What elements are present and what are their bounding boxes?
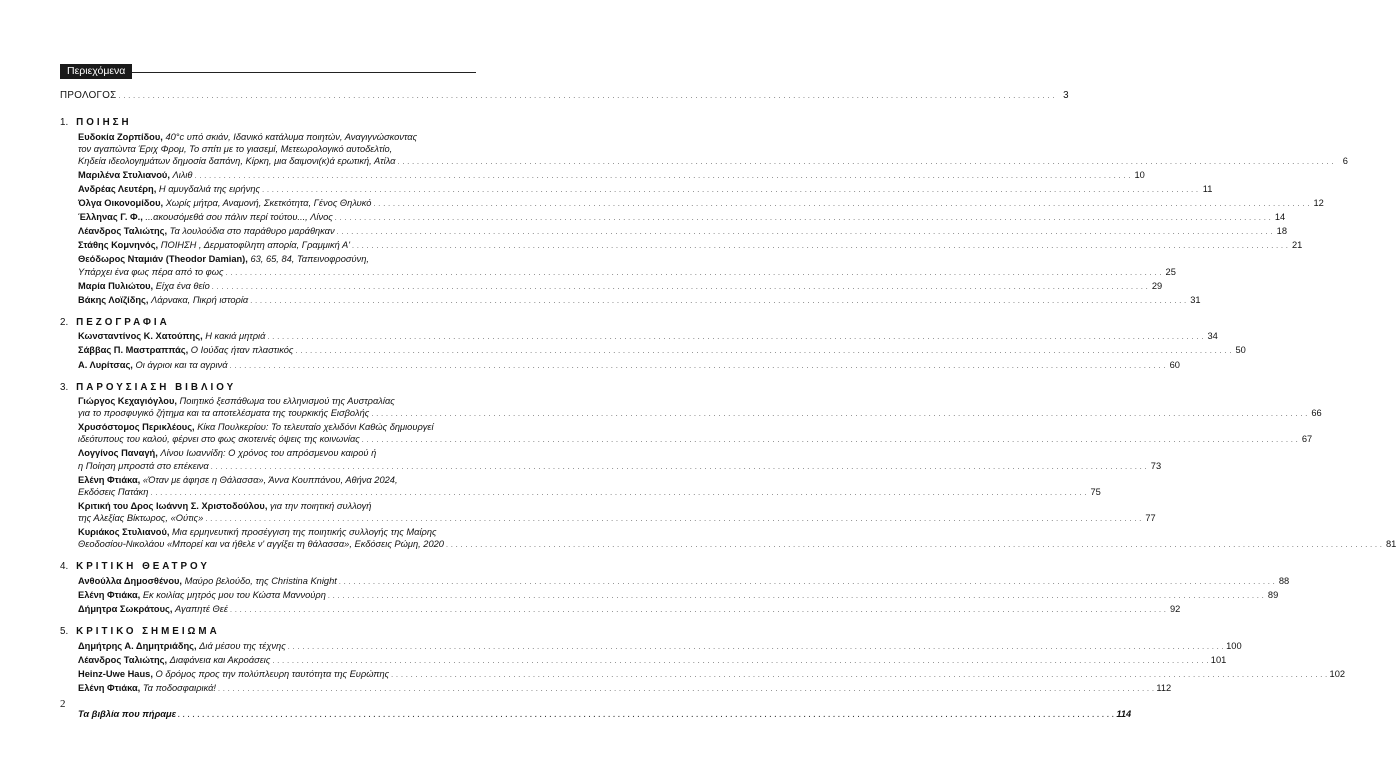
page-ref: 12 — [1313, 198, 1324, 209]
page-ref: 73 — [1150, 460, 1162, 471]
toc-entry[interactable] — [78, 359, 1180, 373]
entry-text — [78, 538, 444, 550]
toc-entry[interactable] — [78, 280, 1163, 294]
entry-title: Ποιητικό ξεσπάθωμα του ελληνισμού της Αυστραλίας — [179, 396, 395, 407]
dot-leader — [267, 330, 1203, 344]
entry-title: Υπάρχει ένα φως πέρα από το φως — [78, 266, 224, 277]
toc-entry[interactable] — [78, 131, 1348, 169]
entry-author: Ευδοκία Ζορπίδου, — [78, 131, 163, 142]
entry-author: Κωνσταντίνος Κ. Χατούπης, — [78, 331, 203, 342]
entry-title: για την ποιητική συλλογή — [270, 500, 372, 511]
entry-text — [78, 197, 371, 209]
entry-text — [78, 460, 209, 472]
entry-title: Εκδόσεις Πατάκη — [78, 486, 149, 497]
toc-entry[interactable] — [78, 589, 1279, 603]
entry-title: ΠΟΙΗΣΗ , Δερματοφίλητη απορία, Γραμμική Α' — [160, 240, 350, 251]
toc-entry[interactable] — [78, 474, 1101, 500]
dot-leader — [118, 90, 1054, 103]
entry-title: Θεοδοσίου-Νικολάου «Μπορεί και να ήθελε ν' αγγίξει τη θάλασσα», Εκδόσεις Ρώμη, 2020 — [78, 539, 444, 550]
toc-entry[interactable] — [78, 500, 1156, 526]
section-entries — [60, 131, 1348, 308]
section-title: ΚΡΙΤΙΚΟ ΣΗΜΕΙΩΜΑ — [76, 626, 220, 637]
entry-text — [78, 512, 203, 524]
entry-title: Η κακιά μητριά — [205, 331, 266, 342]
entry-text — [78, 589, 326, 601]
toc-entry[interactable] — [78, 654, 1227, 668]
dot-leader — [371, 407, 1307, 421]
entry-title: η Ποίηση μπροστά στο επέκεινα — [78, 460, 209, 471]
page-ref: 66 — [1311, 408, 1322, 419]
entry-text — [78, 668, 389, 680]
dot-leader — [295, 344, 1231, 358]
dot-leader — [272, 654, 1208, 668]
toc-entry[interactable] — [78, 682, 1172, 696]
entry-author: Ανδρέας Λευτέρη, — [78, 183, 157, 194]
entry-text — [78, 575, 337, 587]
entry-text — [78, 280, 210, 292]
dot-leader — [262, 183, 1198, 197]
entry-author: Μαριλένα Στυλιανού, — [78, 169, 170, 180]
page-ref: 29 — [1151, 280, 1163, 291]
final-label: Τα βιβλία που πήραμε — [78, 708, 177, 719]
toc-entry[interactable] — [78, 421, 1313, 447]
dot-leader — [288, 640, 1224, 654]
entry-text — [78, 433, 360, 445]
page-ref: 10 — [1134, 169, 1145, 180]
dot-leader — [150, 486, 1086, 500]
entry-author: Δημήτρης Α. Δημητριάδης, — [78, 640, 197, 651]
section-heading — [60, 382, 476, 395]
page-ref: 50 — [1235, 345, 1246, 356]
dot-leader — [391, 668, 1327, 682]
entry-author: Λογγίνος Παναγή, — [78, 448, 158, 459]
entry-author: Κυριάκος Στυλιανού, — [78, 527, 170, 538]
toc-entry[interactable] — [78, 239, 1303, 253]
section-number: 3. — [60, 381, 69, 393]
toc-entry[interactable] — [78, 211, 1286, 225]
entry-text — [78, 132, 417, 142]
entry-title: για το προσφυγικό ζήτημα και τα αποτελέσματα της τουρκικής Εισβολής — [78, 408, 370, 419]
section-heading — [60, 626, 476, 639]
entry-author: Όλγα Οικονομίδου, — [78, 198, 164, 209]
entry-text — [78, 144, 392, 154]
entry-text — [78, 527, 437, 537]
entry-author: Στάθης Κομνηνός, — [78, 240, 159, 251]
toc-prologue[interactable] — [60, 90, 1069, 103]
entry-title: Εκ κοιλίας μητρός μου του Κώστα Μαννούρη — [142, 589, 326, 600]
entry-author: Α. Λυρίτσας, — [78, 359, 133, 370]
entry-text — [78, 640, 286, 652]
section-title: ΠΑΡΟΥΣΙΑΣΗ ΒΙΒΛΙΟΥ — [76, 381, 237, 393]
dot-leader — [339, 575, 1275, 589]
table-of-contents — [60, 90, 1396, 722]
page-ref: 100 — [1226, 640, 1242, 651]
page-ref: 92 — [1169, 603, 1181, 614]
toc-entry[interactable] — [78, 668, 1346, 682]
page-ref: 11 — [1202, 183, 1213, 194]
entry-title: «Όταν με άφησε η Θάλασσα», Άννα Κουππάνου, Αθήνα 2024, — [142, 474, 398, 485]
entry-text — [78, 501, 371, 511]
entry-text — [78, 475, 398, 485]
entry-title: Λιλιθ — [172, 169, 193, 180]
page-ref: 31 — [1190, 294, 1201, 305]
toc-final-entry[interactable] — [60, 708, 1132, 722]
toc-entry[interactable] — [78, 183, 1213, 197]
dot-leader — [446, 538, 1382, 552]
entry-text — [78, 239, 350, 251]
entry-text — [78, 225, 335, 237]
entry-title: 63, 65, 84, Ταπεινοφροσύνη, — [250, 254, 369, 265]
prologue-label: ΠΡΟΛΟΓΟΣ — [60, 90, 117, 101]
entry-title: Ο Ιούδας ήταν πλαστικός — [190, 345, 294, 356]
entry-title: Τα ποδοσφαιρικά! — [142, 682, 217, 693]
entry-text — [78, 169, 192, 181]
page-ref: 67 — [1301, 434, 1313, 445]
toc-entry[interactable] — [78, 447, 1162, 473]
section-entries — [60, 640, 1346, 696]
entry-title: Τα λουλούδια στο παράθυρο μαράθηκαν — [169, 226, 335, 237]
entry-author: Θεόδωρος Νταμιάν (Theodor Damian), — [78, 254, 248, 265]
section-entries — [60, 330, 1246, 372]
toc-entry[interactable] — [78, 640, 1242, 654]
section-number: 4. — [60, 561, 69, 573]
dot-leader — [373, 197, 1309, 211]
dot-leader — [205, 512, 1141, 526]
section-entries — [60, 395, 1396, 552]
dot-leader — [212, 280, 1148, 294]
entry-title: Η αμυγδαλιά της ειρήνης — [158, 183, 261, 194]
entry-text — [78, 448, 376, 458]
section-heading — [60, 561, 476, 574]
dot-leader — [250, 294, 1186, 308]
entry-text — [78, 407, 369, 419]
entry-text — [78, 344, 293, 356]
toc-sections — [60, 117, 1396, 696]
toc-entry[interactable] — [78, 344, 1246, 358]
section-title: ΚΡΙΤΙΚΗ ΘΕΑΤΡΟΥ — [76, 561, 210, 573]
entry-text — [78, 486, 148, 498]
entry-text — [78, 211, 333, 223]
section-number: 5. — [60, 626, 69, 637]
dot-leader — [230, 359, 1166, 373]
dot-leader — [226, 266, 1162, 280]
entry-author: Βάκης Λοϊζίδης, — [78, 294, 149, 305]
entry-title: Είχα ένα θείο — [155, 280, 210, 291]
entry-title: Οι άγριοι και τα αγρινά — [135, 359, 228, 370]
entry-text — [78, 682, 216, 694]
page-ref: 102 — [1329, 668, 1346, 679]
entry-author: Ελένη Φτιάκα, — [78, 682, 141, 693]
dot-leader — [218, 682, 1154, 696]
page-ref: 14 — [1274, 212, 1286, 223]
entry-author: Χρυσόστομος Περικλέους, — [78, 422, 195, 433]
page-title: Περιεχόμενα — [60, 64, 132, 79]
entry-title: τον αγαπώντα Έριχ Φρομ, Το σπίτι με το γιασεμί, Μετεωρολογικό αυτοδελτίο, — [78, 143, 393, 154]
entry-author: Ελένη Φτιάκα, — [78, 589, 141, 600]
section-heading — [60, 317, 476, 330]
entry-author: Δήμητρα Σωκράτους, — [78, 603, 173, 614]
entry-text — [78, 603, 228, 615]
dot-leader — [194, 169, 1130, 183]
page-ref: 77 — [1145, 512, 1156, 523]
entry-author: Σάββας Π. Μαστραππάς, — [78, 345, 189, 356]
entry-author: Μαρία Πυλιώτου, — [78, 280, 154, 291]
entry-author: Heinz-Uwe Haus, — [78, 668, 153, 679]
entry-text — [78, 155, 395, 167]
entry-title: Κηδεία ιδεολογημάτων δημοσία δαπάνη, Κίρκη, μια δαιμονι(κ)ά ερωτική, Ατίλα — [78, 155, 396, 166]
page-ref: 75 — [1090, 486, 1101, 497]
entry-text — [78, 654, 270, 666]
page-ref: 101 — [1210, 654, 1227, 665]
entry-title: της Αλεξίας Βίκτωρος, «Ούτις» — [78, 512, 204, 523]
entry-title: Διαφάνεια και Ακροάσεις — [169, 654, 271, 665]
page-ref: 34 — [1207, 331, 1218, 342]
entry-author: Ελένη Φτιάκα, — [78, 474, 141, 485]
section-number: 1. — [60, 117, 69, 129]
toc-entry[interactable] — [78, 526, 1396, 552]
dot-leader — [362, 433, 1298, 447]
page-ref: 112 — [1156, 682, 1172, 693]
page-number: 2 — [60, 698, 66, 710]
dot-leader — [178, 708, 1114, 722]
section-heading — [60, 117, 476, 130]
entry-title: ιδεότυπους του καλού, φέρνει στο φως σκοτεινές όψεις της κοινωνίας — [78, 434, 360, 445]
entry-title: Κίκα Πουλκερίου: Το τελευταίο χελιδόνι Καθώς δημιουργεί — [197, 422, 434, 433]
entry-author: Κριτική του Δρος Ιωάννη Σ. Χριστοδούλου, — [78, 500, 268, 511]
section-number: 2. — [60, 316, 69, 328]
page-ref: 18 — [1276, 226, 1288, 237]
dot-leader — [397, 155, 1333, 169]
section-title: ΠΕΖΟΓΡΑΦΙΑ — [76, 316, 170, 328]
entry-title: Ο δρόμος προς την πολύπλευρη ταυτότητα της Ευρώπης — [155, 668, 390, 679]
entry-title: Διά μέσου της τέχνης — [199, 640, 286, 651]
entry-title: Χωρίς μήτρα, Αναμονή, Σκετκότητα, Γένος Θηλυκό — [165, 198, 372, 209]
page-ref: 60 — [1169, 359, 1180, 370]
entry-text — [78, 183, 260, 195]
entry-title: Αγαπητέ Θεέ — [175, 603, 228, 614]
page-ref: 6 — [1342, 155, 1348, 166]
entry-text — [78, 330, 265, 342]
toc-entry[interactable] — [78, 225, 1288, 239]
entry-title: 40°c υπό σκιάν, Ιδανικό κατάλυμα ποιητών, Αναγιγνώσκοντας — [165, 131, 418, 142]
toc-entry[interactable] — [78, 294, 1201, 308]
dot-leader — [352, 239, 1288, 253]
toc-entry[interactable] — [78, 253, 1176, 279]
dot-leader — [211, 460, 1147, 474]
page-ref: 3 — [1063, 90, 1069, 101]
page-ref: 25 — [1165, 266, 1176, 277]
entry-title: Λάρνακα, Πικρή ιστορία — [151, 294, 249, 305]
entry-text — [78, 422, 434, 432]
dot-leader — [230, 603, 1166, 617]
entry-title: Μαύρο βελούδο, της Christina Knight — [184, 575, 337, 586]
entry-author: Γιώργος Κεχαγιόγλου, — [78, 396, 177, 407]
page-ref: 21 — [1292, 240, 1303, 251]
entry-title: ...ακουσόμεθά σου πάλιν περί τούτου..., Λίνος — [145, 212, 333, 223]
entry-title: Λίνου Ιωαννίδη: Ο χρόνος του απρόσμενου καιρού ή — [160, 448, 377, 459]
section-entries — [60, 575, 1290, 617]
dot-leader — [328, 589, 1264, 603]
toc-entry[interactable] — [78, 603, 1181, 617]
page-ref: 81 — [1386, 539, 1396, 550]
entry-author: Ανθούλλα Δημοσθένου, — [78, 575, 182, 586]
entry-text — [78, 266, 224, 278]
toc-entry[interactable] — [78, 197, 1324, 211]
toc-entry[interactable] — [78, 330, 1218, 344]
entry-text — [78, 359, 228, 371]
entry-author: Λέανδρος Ταλιώτης, — [78, 654, 168, 665]
page-ref: 89 — [1267, 589, 1279, 600]
page-ref: 114 — [1116, 708, 1132, 719]
entry-text — [78, 396, 395, 406]
toc-entry[interactable] — [78, 575, 1290, 589]
toc-entry[interactable] — [78, 169, 1145, 183]
dot-leader — [337, 225, 1273, 239]
entry-text — [78, 254, 369, 264]
entry-text — [78, 294, 248, 306]
entry-author: Έλληνας Γ. Φ., — [78, 212, 143, 223]
entry-author: Λέανδρος Ταλιώτης, — [78, 226, 168, 237]
toc-entry[interactable] — [78, 395, 1322, 421]
page-ref: 88 — [1278, 575, 1290, 586]
dot-leader — [335, 211, 1271, 225]
entry-title: Μια ερμηνευτική προσέγγιση της ποιητικής συλλογής της Μαίρης — [172, 527, 437, 538]
section-title: ΠΟΙΗΣΗ — [76, 117, 132, 129]
